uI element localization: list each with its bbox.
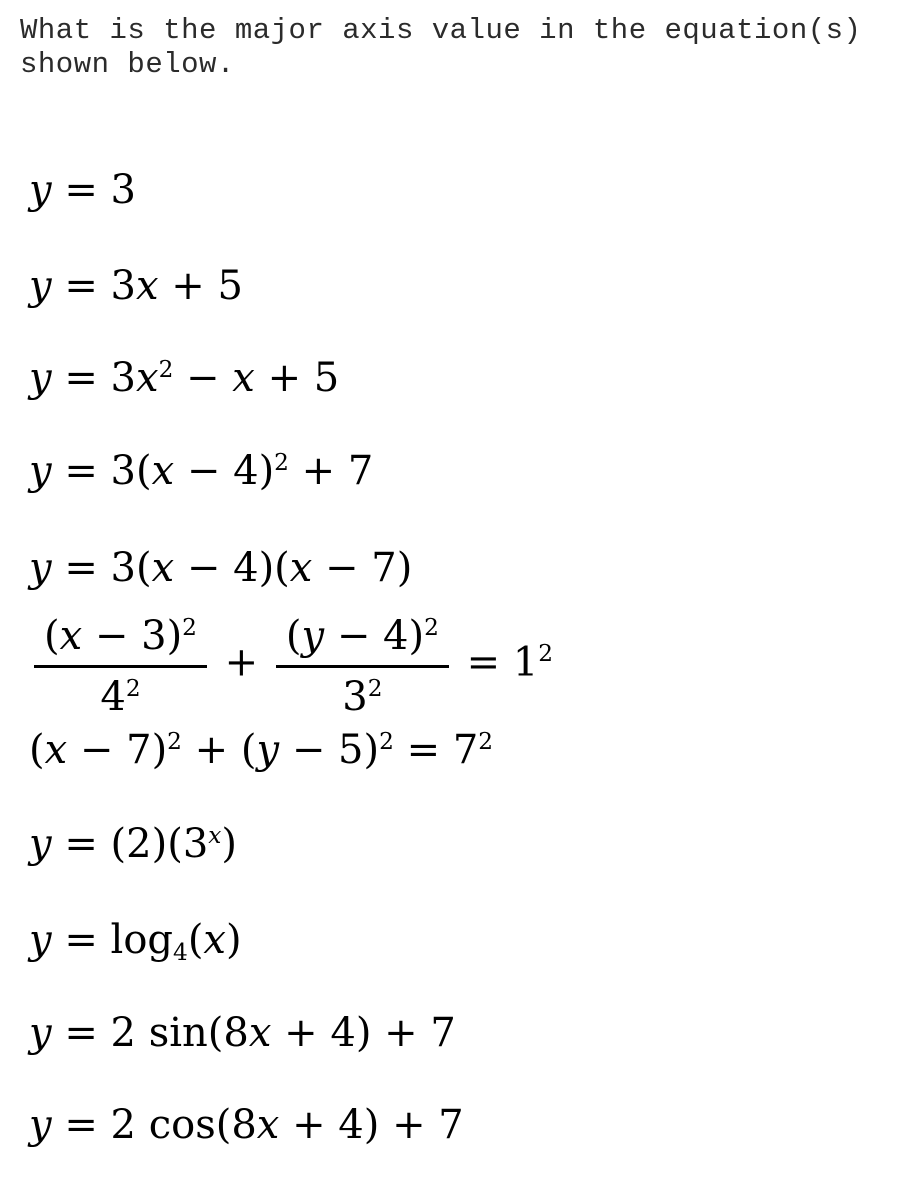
math-text: y [301, 613, 325, 659]
math-text: y [29, 1010, 52, 1056]
math-superscript: x [208, 821, 222, 849]
equation-sine [29, 1010, 456, 1056]
math-text: ( [285, 613, 302, 659]
math-superscript: 2 [182, 613, 197, 641]
math-text: y [29, 821, 52, 867]
math-text: ( [187, 917, 204, 963]
equation-linear [29, 263, 243, 309]
math-text: y [29, 355, 52, 401]
equation-constant [29, 167, 137, 213]
math-text: − 4)( [174, 545, 290, 591]
math-text: x [203, 917, 226, 963]
math-text: x [256, 1102, 280, 1148]
math-text: − 7) [312, 545, 413, 591]
math-text: y [29, 545, 52, 591]
math-text: x [248, 1010, 272, 1056]
math-text: x [289, 545, 313, 591]
math-text: ) [221, 821, 237, 867]
fraction [276, 613, 449, 720]
math-text: + 4) + 7 [279, 1102, 464, 1148]
math-text: x [44, 727, 68, 773]
math-text: y [29, 917, 52, 963]
math-text: x [136, 355, 159, 401]
math-text: = 7 [393, 727, 479, 773]
fraction-denominator [276, 668, 449, 720]
equation-quadratic-factored [29, 545, 413, 591]
equation-circle [29, 727, 494, 773]
math-text: + 5 [254, 355, 340, 401]
equation-quadratic-standard [29, 355, 340, 401]
math-text: − 7) [67, 727, 168, 773]
math-text: = 3 [51, 167, 137, 213]
math-text: = log [51, 917, 174, 963]
math-text: = 2 cos(8 [51, 1102, 257, 1148]
math-text: + 4) + 7 [271, 1010, 456, 1056]
math-text: − 4) [324, 613, 425, 659]
math-text: 4 [100, 674, 126, 720]
math-text: 3 [342, 674, 368, 720]
fraction-numerator [276, 614, 449, 668]
question-text: What is the major axis value in the equation(s) shown below. [20, 14, 862, 81]
fraction [34, 613, 207, 720]
fraction-numerator [34, 614, 207, 668]
math-subscript: 4 [173, 938, 188, 966]
math-text: ( [29, 727, 45, 773]
math-text: x [232, 355, 255, 401]
math-text: + ( [181, 727, 257, 773]
math-text: − 4) [174, 448, 275, 494]
equation-ellipse [29, 613, 554, 720]
math-superscript: 2 [125, 674, 141, 702]
fraction-denominator [34, 668, 207, 720]
math-superscript: 2 [158, 355, 174, 383]
math-text: + [211, 639, 271, 686]
equation-cosine [29, 1102, 464, 1148]
math-text: = (2)(3 [51, 821, 209, 867]
math-text: x [151, 545, 175, 591]
math-text: = 3 [51, 355, 137, 401]
math-text: − 5) [279, 727, 380, 773]
equation-exponential [29, 821, 237, 867]
equation-logarithm [29, 917, 242, 966]
math-text: + 5 [158, 263, 243, 309]
math-text: y [256, 727, 280, 773]
math-superscript: 2 [478, 727, 494, 755]
math-text: − 3) [82, 613, 183, 659]
math-text: ) [225, 917, 242, 963]
math-text: = 1 [453, 639, 539, 686]
math-text: x [59, 613, 83, 659]
math-text: = 3( [51, 545, 152, 591]
math-text: x [136, 263, 159, 309]
math-text: y [29, 1102, 52, 1148]
math-text: ( [44, 613, 60, 659]
math-superscript: 2 [367, 674, 383, 702]
math-superscript: 2 [167, 727, 182, 755]
math-text: + 7 [288, 448, 374, 494]
math-text: y [29, 448, 52, 494]
math-text: − [173, 355, 233, 401]
math-text: y [29, 167, 52, 213]
math-text: = 3 [51, 263, 137, 309]
math-superscript: 2 [424, 613, 439, 641]
equation-quadratic-vertex [29, 448, 374, 494]
math-superscript: 2 [379, 727, 394, 755]
math-superscript: 2 [538, 640, 554, 668]
math-text: = 2 sin(8 [51, 1010, 249, 1056]
math-superscript: 2 [274, 448, 289, 476]
math-text: y [29, 263, 52, 309]
math-text: = 3( [51, 448, 152, 494]
math-text: x [151, 448, 175, 494]
